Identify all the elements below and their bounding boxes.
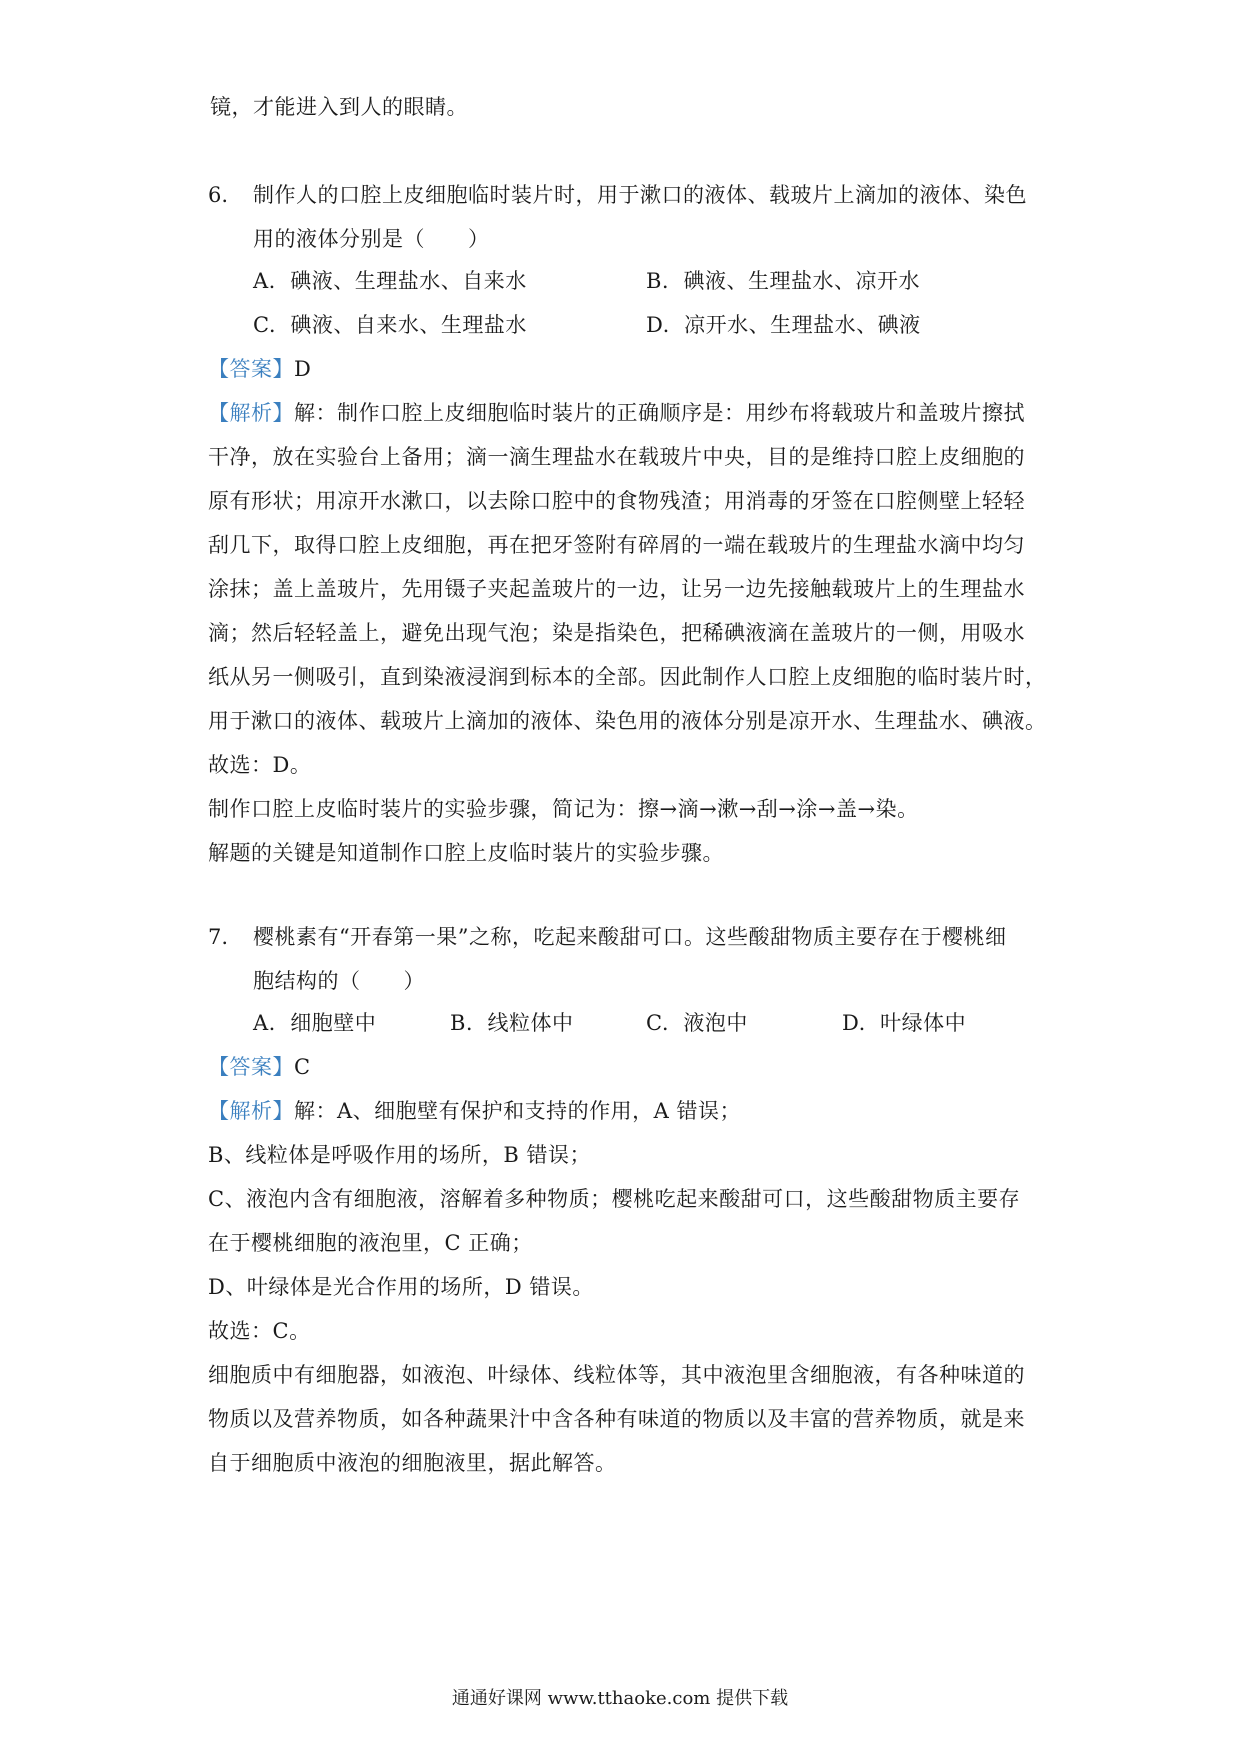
option-text: 线粒体中 [487,1011,574,1035]
continued-text: 镜，才能进入到人的眼睛。 [210,95,468,119]
analysis-line: 自于细胞质中液泡的细胞液里，据此解答。 [208,1451,617,1475]
analysis-tag: 【解析】 [208,1099,294,1123]
option-text: 液泡中 [683,1011,748,1035]
answer-tag: 【答案】 [208,1055,294,1079]
option-text: 碘液、自来水、生理盐水 [290,313,527,337]
option-d [842,1008,966,1038]
analysis-line: 纸从另一侧吸引，直到染液浸润到标本的全部。因此制作人口腔上皮细胞的临时装片时， [208,665,1047,689]
question-number: 7. [208,925,229,949]
option-text: 细胞壁中 [290,1011,377,1035]
option-c [253,310,527,340]
option-d [646,310,921,340]
option-label: A. [253,269,276,293]
option-b [646,266,920,296]
analysis-line: 涂抹；盖上盖玻片，先用镊子夹起盖玻片的一边，让另一边先接触载玻片上的生理盐水 [208,577,1025,601]
option-label: D. [646,313,670,337]
option-text: 凉开水、生理盐水、碘液 [684,313,921,337]
answer-value: D [294,357,312,381]
question-number: 6. [208,183,229,207]
question-stem: 胞结构的（ ） [253,969,425,993]
answer-line [208,354,311,384]
analysis-line: 在于樱桃细胞的液泡里，C 正确； [208,1231,533,1255]
analysis-tag: 【解析】 [208,401,294,425]
question-stem: 制作人的口腔上皮细胞临时装片时，用于漱口的液体、载玻片上滴加的液体、染色 [253,183,1027,207]
analysis-line: 物质以及营养物质，如各种蔬果汁中含各种有味道的物质以及丰富的营养物质，就是来 [208,1407,1025,1431]
analysis-line: 刮几下，取得口腔上皮细胞，再在把牙签附有碎屑的一端在载玻片的生理盐水滴中均匀 [208,533,1025,557]
analysis-line: 制作口腔上皮临时装片的实验步骤，简记为：擦→滴→漱→刮→涂→盖→染。 [208,797,919,821]
option-label: D. [842,1011,866,1035]
option-a [253,266,527,296]
analysis-line: 【解析】解：A、细胞壁有保护和支持的作用，A 错误； [208,1099,742,1123]
answer-value: C [294,1055,311,1079]
option-c [646,1008,748,1038]
analysis-line: 干净，放在实验台上备用；滴一滴生理盐水在载玻片中央，目的是维持口腔上皮细胞的 [208,445,1025,469]
analysis-line: 原有形状；用凉开水漱口，以去除口腔中的食物残渣；用消毒的牙签在口腔侧壁上轻轻 [208,489,1025,513]
analysis-line: 解题的关键是知道制作口腔上皮临时装片的实验步骤。 [208,841,724,865]
analysis-line: 细胞质中有细胞器，如液泡、叶绿体、线粒体等，其中液泡里含细胞液，有各种味道的 [208,1363,1025,1387]
analysis-line: 用于漱口的液体、载玻片上滴加的液体、染色用的液体分别是凉开水、生理盐水、碘液。 [208,709,1047,733]
analysis-line: 故选：C。 [208,1319,311,1343]
analysis-line: 故选：D。 [208,753,312,777]
page-footer: 通通好课网 www.tthaoke.com 提供下载 [451,1688,789,1709]
option-label: C. [253,313,276,337]
option-text: 碘液、生理盐水、凉开水 [683,269,920,293]
option-text: 碘液、生理盐水、自来水 [290,269,527,293]
analysis-line: 滴；然后轻轻盖上，避免出现气泡；染是指染色，把稀碘液滴在盖玻片的一侧，用吸水 [208,621,1025,645]
analysis-line: D、叶绿体是光合作用的场所，D 错误。 [208,1275,594,1299]
question-stem: 用的液体分别是（ ） [253,227,490,251]
option-a [253,1008,376,1038]
option-label: A. [253,1011,276,1035]
analysis-line: C、液泡内含有细胞液，溶解着多种物质；樱桃吃起来酸甜可口，这些酸甜物质主要存 [208,1187,1021,1211]
option-label: B. [646,269,670,293]
answer-line [208,1052,311,1082]
option-text: 叶绿体中 [880,1011,967,1035]
answer-tag: 【答案】 [208,357,294,381]
analysis-line: 【解析】解：制作口腔上皮细胞临时装片的正确顺序是：用纱布将载玻片和盖玻片擦拭 [208,401,1025,425]
analysis-line: B、线粒体是呼吸作用的场所，B 错误； [208,1143,592,1167]
question-stem: 樱桃素有“开春第一果”之称，吃起来酸甜可口。这些酸甜物质主要存在于樱桃细 [253,925,1007,949]
option-b [450,1008,573,1038]
option-label: C. [646,1011,669,1035]
option-label: B. [450,1011,474,1035]
